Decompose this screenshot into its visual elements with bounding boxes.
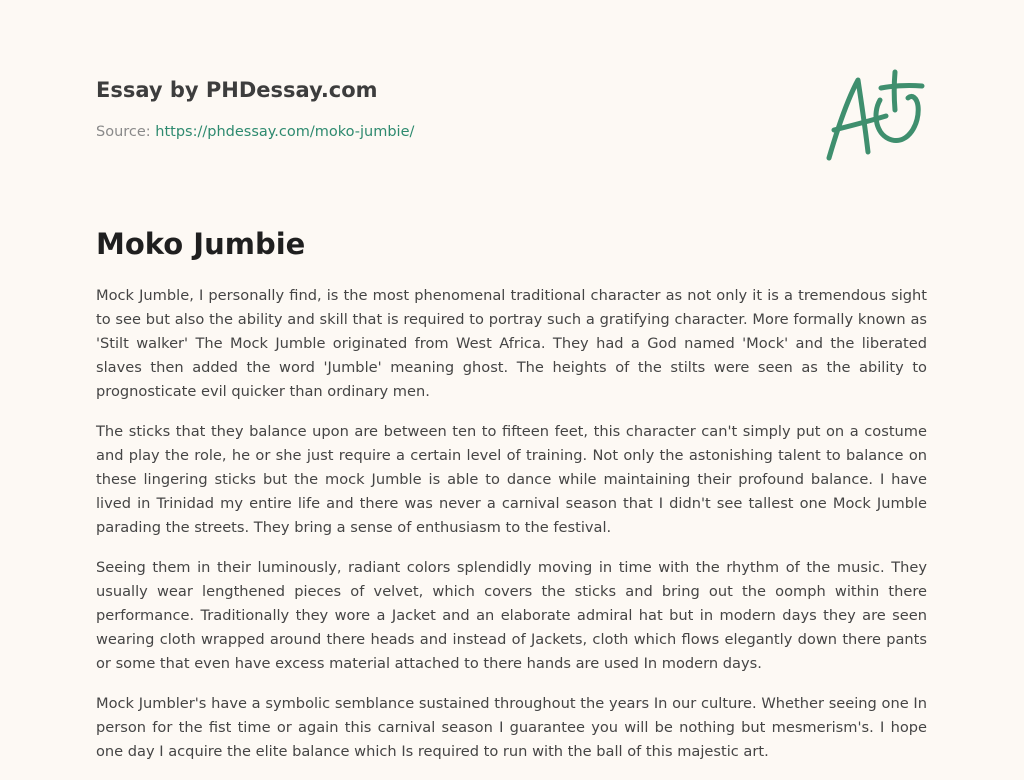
source-link[interactable]: https://phdessay.com/moko-jumbie/ — [155, 124, 415, 140]
paragraph-2: The sticks that they balance upon are between ten to fifteen feet, this character can't simply put on a costume and play the role, he or she just require a certain level of training. Not only the astonishing talent to balance on these lingering sticks but the mock Jumble is able to dance while maintaining their profound balance. I have lived in Trinidad my entire life and there was never a carnival season that I didn't see tallest one Mock Jumble parading the streets. They bring a sense of enthusiasm to the festival. — [96, 423, 927, 536]
brand-title: Essay by PHDessay.com — [96, 78, 378, 102]
paragraph-3: Seeing them in their luminously, radiant colors splendidly moving in time with the rhythm of the music. They usually wear lengthened pieces of velvet, which covers the sticks and bring out the oomph within there performance. Traditionally they wore a Jacket and an elaborate admiral hat but in modern days they are seen wearing cloth wrapped around there heads and instead of Jackets, cloth which flows elegantly down there pants or some that even have excess material attached to there hands are used In modern days. — [96, 559, 927, 672]
paragraph-4: Mock Jumbler's have a symbolic semblance sustained throughout the years In our culture. Whether seeing one In person for the fist time or again this carnival season I guarantee you will be nothing but mesmerism's. I hope one day I acquire the elite balance which Is required to run with the ball of this majestic art. — [96, 695, 927, 760]
a-plus-logo-icon — [822, 68, 926, 164]
source-label: Source: — [96, 124, 156, 140]
page-title: Moko Jumbie — [96, 227, 306, 261]
paragraph-1: Mock Jumble, I personally find, is the most phenomenal traditional character as not only it is a tremendous sight to see but also the ability and skill that is required to portray such a gratifying character. More formally known as 'Stilt walker' The Mock Jumble originated from West Africa. They had a God named 'Mock' and the liberated slaves then added the word 'Jumble' meaning ghost. The heights of the stilts were seen as the ability to prognosticate evil quicker than ordinary men. — [96, 287, 927, 400]
essay-header — [96, 76, 776, 140]
essay-body — [96, 284, 927, 780]
source-line — [96, 124, 414, 140]
